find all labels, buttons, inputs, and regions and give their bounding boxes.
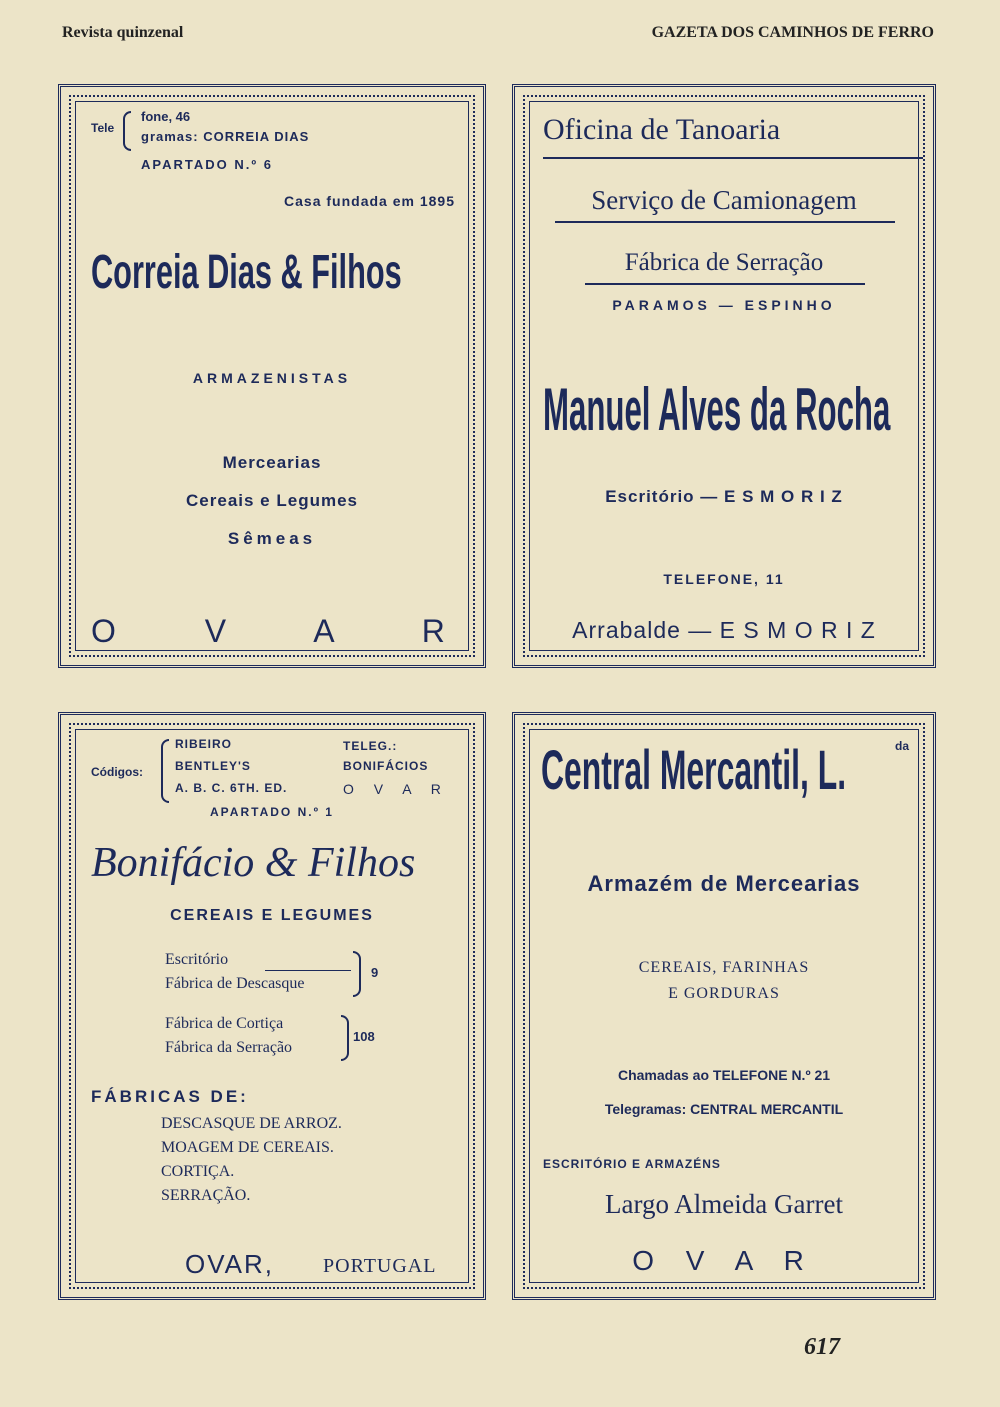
phone: Chamadas ao TELEFONE N.º 21 — [617, 1067, 831, 1083]
service-line: Fábrica de Serração — [624, 249, 824, 276]
ad-correia-dias — [58, 84, 486, 668]
business-type: CEREAIS E LEGUMES — [170, 907, 374, 924]
phone-number: 108 — [353, 1029, 375, 1044]
divider — [585, 283, 865, 285]
phone-number: 9 — [371, 965, 379, 980]
company-suffix: da — [895, 739, 910, 753]
factory-item: SERRAÇÃO. — [161, 1187, 251, 1204]
company-name: Bonifácio & Filhos — [91, 840, 416, 886]
town: O V A R — [632, 1245, 816, 1276]
code: A. B. C. 6TH. ED. — [175, 781, 288, 795]
factory-item: MOAGEM DE CEREAIS. — [161, 1139, 334, 1156]
factory-item: CORTIÇA. — [161, 1163, 235, 1180]
owner-name: Manuel Alves da Rocha — [543, 376, 891, 443]
journal-subtitle: Revista quinzenal — [62, 24, 184, 41]
factory-item: DESCASQUE DE ARROZ. — [161, 1115, 342, 1132]
tele-label: Tele — [91, 121, 115, 135]
address: Largo Almeida Garret — [605, 1189, 843, 1219]
office: Escritório — E S M O R I Z — [605, 487, 843, 506]
telegram: Telegramas: CENTRAL MERCANTIL — [604, 1101, 844, 1117]
business-type: ARMAZENISTAS — [192, 370, 352, 386]
divider — [555, 221, 895, 223]
telegram-town: O V A R — [343, 781, 449, 797]
founded-year: Casa fundada em 1895 — [284, 193, 455, 209]
company-name: Central Mercantil, L. — [541, 738, 847, 801]
offices-label: ESCRITÓRIO E ARMAZÉNS — [543, 1157, 721, 1171]
town: O V A R — [91, 613, 485, 649]
po-box: APARTADO N.º 1 — [210, 805, 334, 819]
country: PORTUGAL — [323, 1255, 437, 1277]
codes-label: Códigos: — [91, 765, 143, 779]
dash-line — [265, 970, 351, 971]
product-line: Sêmeas — [227, 529, 317, 548]
journal-title: GAZETA DOS CAMINHOS DE FERRO — [651, 24, 934, 41]
location: PARAMOS — ESPINHO — [612, 297, 836, 313]
ad-manuel-alves-da-rocha — [512, 84, 936, 668]
town: OVAR, — [185, 1249, 274, 1279]
phone: fone, 46 — [141, 109, 191, 124]
product-line: Mercearias — [222, 453, 322, 472]
brace — [161, 739, 169, 803]
goods-line: CEREAIS, FARINHAS — [638, 959, 810, 976]
brace — [123, 111, 131, 151]
service-line: Serviço de Camionagem — [591, 185, 857, 215]
code: RIBEIRO — [175, 737, 233, 751]
company-name: Correia Dias & Filhos — [91, 246, 402, 299]
product-line: Cereais e Legumes — [186, 491, 358, 510]
factories-label: FÁBRICAS DE: — [91, 1087, 249, 1106]
business-type: Armazém de Mercearias — [587, 871, 861, 896]
brace — [341, 1015, 349, 1061]
telegram: gramas: CORREIA DIAS — [141, 129, 310, 144]
address: Arrabalde — E S M O R I Z — [572, 617, 876, 643]
code: BENTLEY'S — [175, 759, 251, 773]
phone: TELEFONE, 11 — [663, 571, 785, 587]
ad-bonifacio-filhos — [58, 712, 486, 1300]
service-line: Oficina de Tanoaria — [543, 113, 781, 146]
divider — [543, 157, 923, 159]
office-line: Fábrica de Descasque — [165, 975, 305, 992]
goods-line: E GORDURAS — [668, 985, 780, 1002]
telegram-label: TELEG.: — [343, 739, 398, 753]
office-line: Fábrica de Cortiça — [165, 1015, 284, 1032]
office-line: Escritório — [165, 951, 229, 968]
brace — [353, 951, 361, 997]
telegram-name: BONIFÁCIOS — [343, 759, 429, 773]
ad-central-mercantil — [512, 712, 936, 1300]
po-box: APARTADO N.º 6 — [141, 157, 273, 172]
office-line: Fábrica da Serração — [165, 1039, 293, 1056]
page-number: 617 — [804, 1334, 840, 1360]
